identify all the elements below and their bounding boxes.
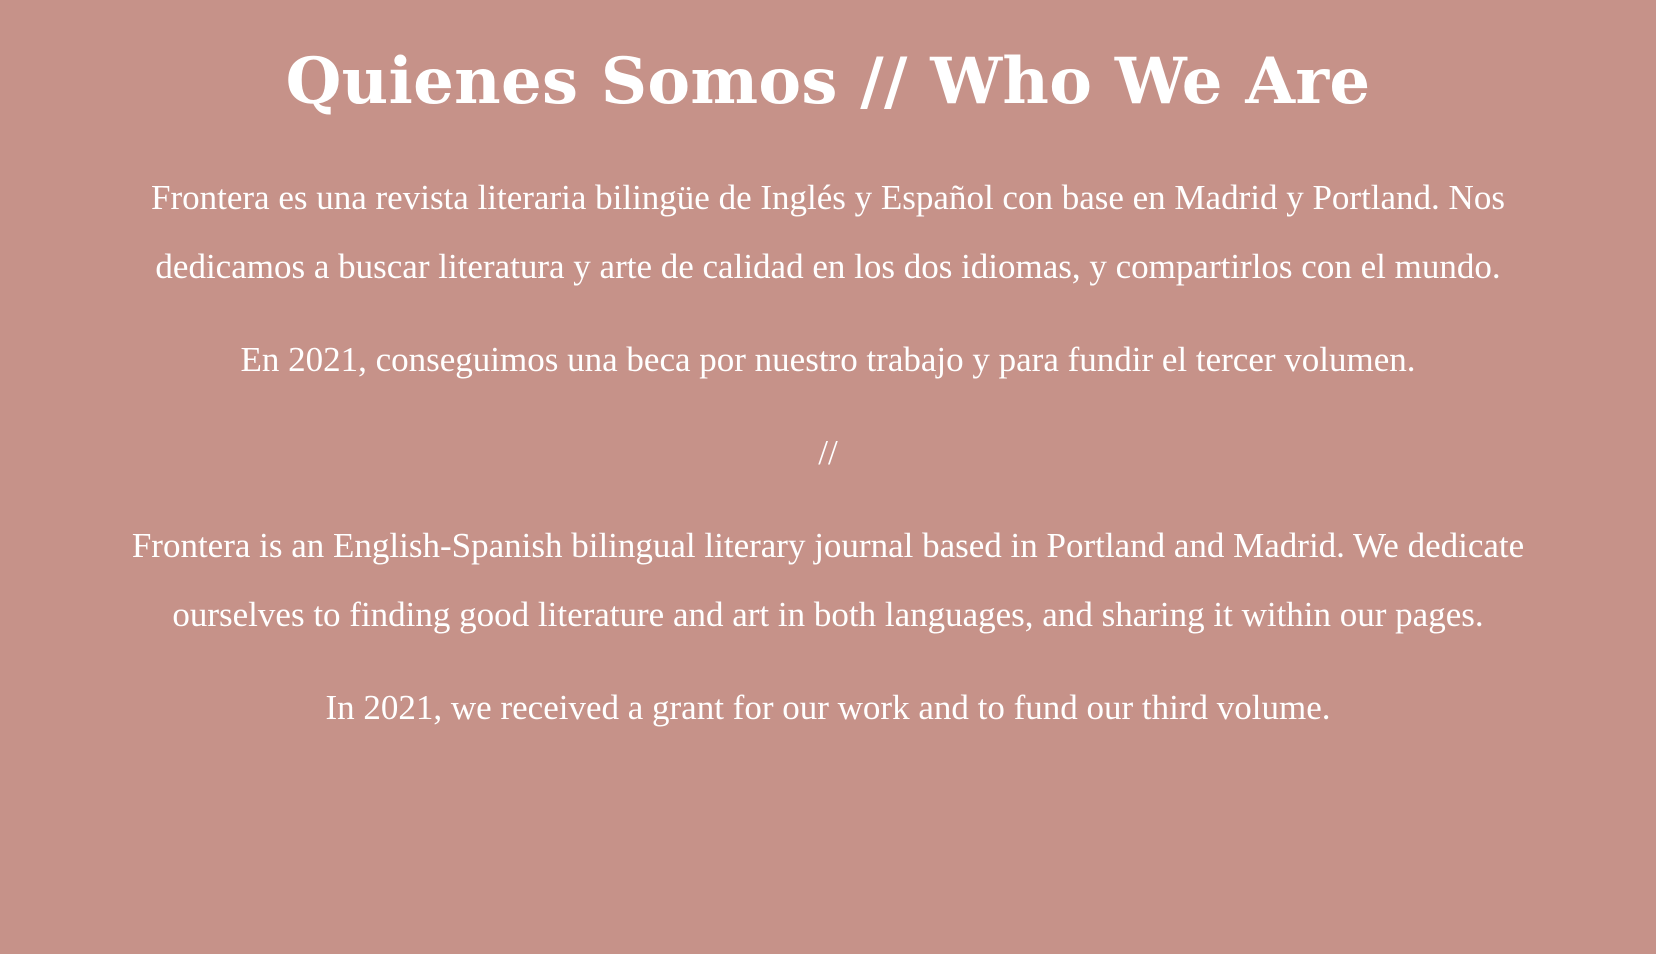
spanish-intro-paragraph: Frontera es una revista literaria bilingüe de Inglés y Español con base en Madrid y Portland. Nos dedicamos a buscar literatura y arte de calidad en los dos idiomas, y compartirlos con el mundo. xyxy=(151,178,1505,286)
about-content xyxy=(88,122,1568,742)
language-divider: // xyxy=(818,433,838,472)
section-title: Quienes Somos // Who We Are xyxy=(285,44,1371,119)
english-intro-paragraph: Frontera is an English-Spanish bilingual literary journal based in Portland and Madrid. We dedicate ourselves to finding good literature and art in both languages, and sharing it within our pages. xyxy=(131,526,1525,634)
spanish-grant-paragraph: En 2021, conseguimos una beca por nuestro trabajo y para fundir el tercer volumen. xyxy=(240,340,1416,379)
english-grant-paragraph: In 2021, we received a grant for our work and to fund our third volume. xyxy=(325,688,1331,727)
